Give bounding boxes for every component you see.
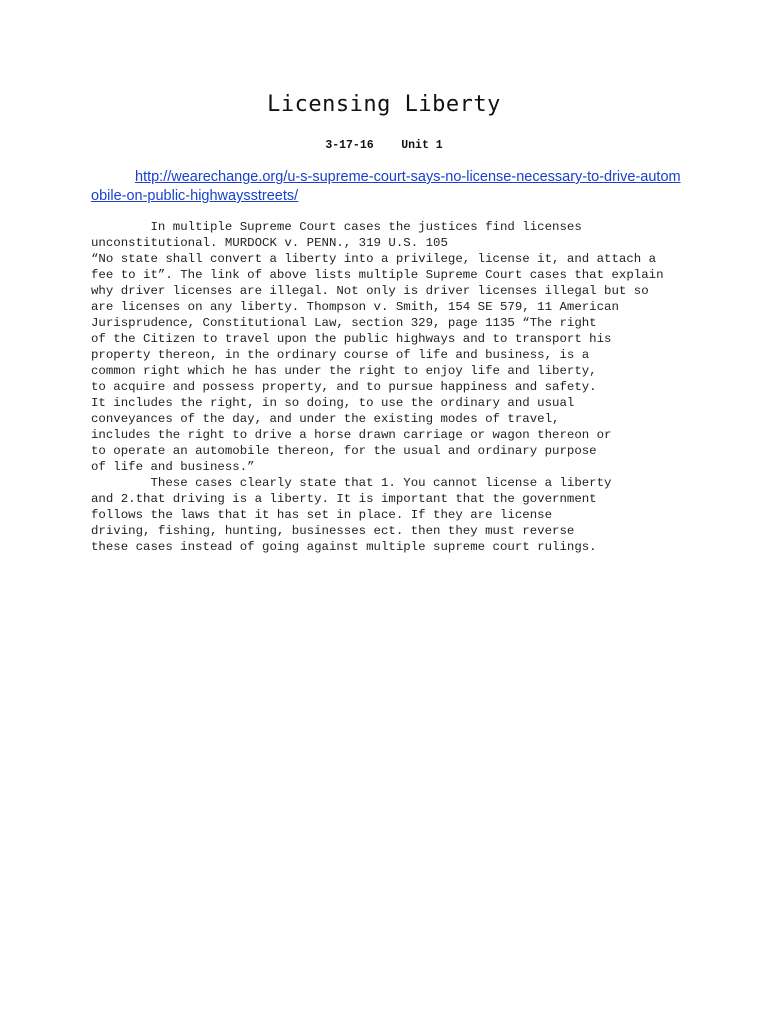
document-meta: [0, 138, 768, 154]
body-line: to acquire and possess property, and to pursue happiness and safety.: [91, 380, 597, 394]
body-line: follows the laws that it has set in place. If they are license: [91, 508, 553, 522]
body-line: It includes the right, in so doing, to use the ordinary and usual: [91, 396, 575, 410]
body-line: property thereon, in the ordinary course of life and business, is a: [91, 348, 590, 362]
document-title: Licensing Liberty: [267, 92, 501, 117]
document-body: [91, 219, 691, 555]
source-link[interactable]: http://wearechange.org/u-s-supreme-court-says-no-license-necessary-to-drive-automobile-on-public-highwaysstreets/: [91, 169, 681, 204]
body-line: of life and business.”: [91, 460, 255, 474]
document-unit: Unit 1: [401, 139, 443, 152]
body-line: unconstitutional. MURDOCK v. PENN., 319 U.S. 105: [91, 236, 448, 250]
body-line: conveyances of the day, and under the existing modes of travel,: [91, 412, 560, 426]
body-line: of the Citizen to travel upon the public highways and to transport his: [91, 332, 612, 346]
body-line: driving, fishing, hunting, businesses ect. then they must reverse: [91, 524, 575, 538]
body-line: In multiple Supreme Court cases the justices find licenses: [91, 220, 582, 234]
body-line: are licenses on any liberty. Thompson v. Smith, 154 SE 579, 11 American: [91, 300, 619, 314]
body-line: why driver licenses are illegal. Not only is driver licenses illegal but so: [91, 284, 649, 298]
body-line: “No state shall convert a liberty into a privilege, license it, and attach a: [91, 252, 657, 266]
body-line: includes the right to drive a horse drawn carriage or wagon thereon or: [91, 428, 612, 442]
body-line: common right which he has under the right to enjoy life and liberty,: [91, 364, 597, 378]
body-line: These cases clearly state that 1. You cannot license a liberty: [91, 476, 612, 490]
document-date: 3-17-16: [325, 139, 374, 152]
body-line: Jurisprudence, Constitutional Law, section 329, page 1135 “The right: [91, 316, 597, 330]
body-line: to operate an automobile thereon, for the usual and ordinary purpose: [91, 444, 597, 458]
body-line: fee to it”. The link of above lists multiple Supreme Court cases that explain: [91, 268, 664, 282]
body-line: these cases instead of going against multiple supreme court rulings.: [91, 540, 597, 554]
body-line: and 2.that driving is a liberty. It is important that the government: [91, 492, 597, 506]
